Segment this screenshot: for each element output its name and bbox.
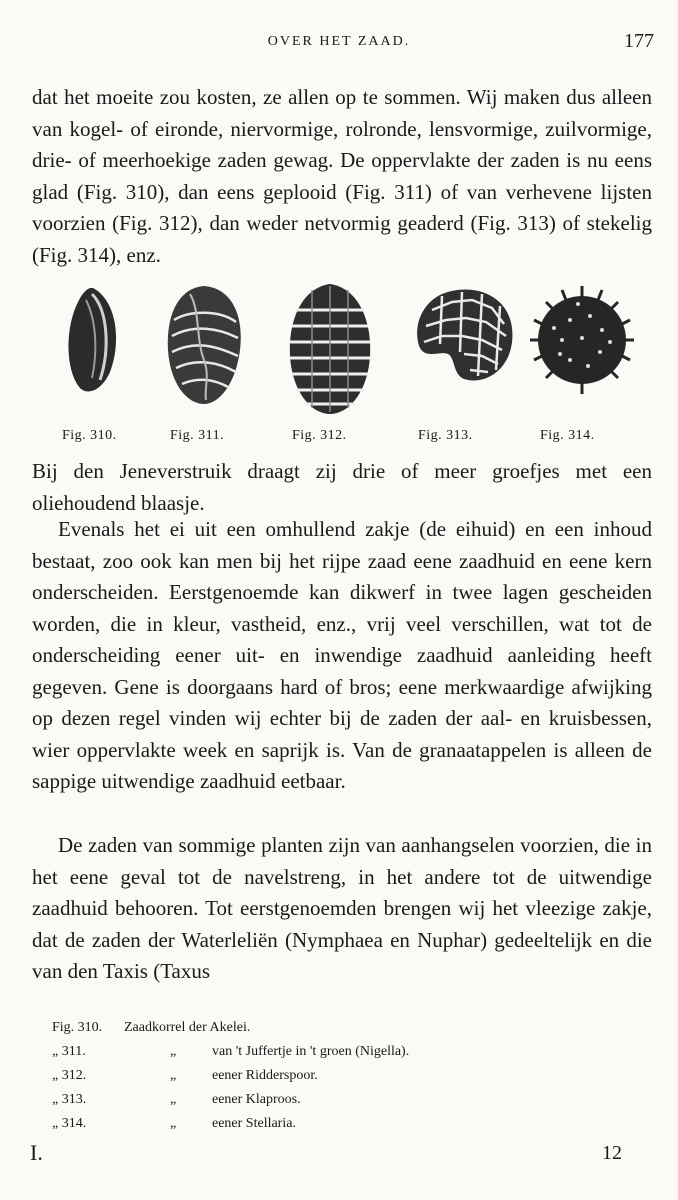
spiny-seed-illustration [530,280,634,400]
caption-row [52,1116,612,1140]
caption-text: eener Stellaria. [212,1116,296,1131]
plicate-seed-illustration [160,280,248,410]
caption-ditto: „ [170,1116,177,1131]
smooth-seed-illustration [58,280,128,400]
page-number: 177 [624,30,654,52]
caption-text: eener Ridderspoor. [212,1068,318,1083]
caption-text: eener Klaproos. [212,1092,301,1107]
figure-310 [58,280,128,400]
fig-label-312: Fig. 312. [292,428,347,443]
caption-number: „ 313. [52,1092,87,1107]
caption-row [52,1068,612,1092]
running-head: OVER HET ZAAD. [267,34,411,49]
page-header [0,30,678,60]
signature-mark: I. [30,1140,43,1165]
caption-ditto: „ [170,1092,177,1107]
figure-311 [160,280,248,410]
fig-label-314: Fig. 314. [540,428,595,443]
paragraph-juniper: Bij den Jeneverstruik draagt zij drie of meer groefjes met een oliehoudend blaasje. [32,459,652,515]
caption-text: van 't Juffertje in 't groen (Nigella). [212,1044,410,1059]
caption-text: Zaadkorrel der Akelei. [124,1020,251,1035]
caption-row [52,1044,612,1068]
fig-label-313: Fig. 313. [418,428,473,443]
caption-row [52,1020,612,1044]
caption-number: „ 311. [52,1044,86,1059]
caption-ditto: „ [170,1044,177,1059]
fig-label-311: Fig. 311. [170,428,225,443]
caption-ditto: „ [170,1068,177,1083]
figure-captions [52,1020,612,1140]
caption-number: „ 312. [52,1068,87,1083]
sheet-number: 12 [602,1142,622,1164]
reticulate-seed-illustration [412,280,516,390]
paragraph-seed-coat: Evenals het ei uit een omhullend zakje (de eihuid) en een inhoud bestaat, zoo ook kan men bij het rijpe zaad eene zaadhuid en eene kern onderscheiden. Eerstgenoemde kan dikwerf in twee lagen gescheiden worden, die in kleur, vastheid, enz., vrij veel verschillen, wat tot de onderscheiding eener uit- en inwendige zaadhuid aanleiding heeft gegeven. Gene is doorgaans hard of bros; eene merkwaardige afwijking op dezen regel vinden wij echter bij de zaden der aal- en kruisbessen, wier oppervlakte week en saprijk is. Van de granaatappelen is alleen de sappige uitwendige zaadhuid eetbaar. [32,517,652,793]
figure-312 [282,280,378,420]
caption-row [52,1092,612,1116]
figure-313 [412,280,516,390]
figure-314 [530,280,634,400]
caption-number: Fig. 310. [52,1020,103,1035]
ridged-seed-illustration [282,280,378,420]
paragraph-seed-surfaces: dat het moeite zou kosten, ze allen op te sommen. Wij maken dus alleen van kogel- of eironde, niervormige, rolronde, lensvormige, zuilvormige, drie- of meerhoekige zaden gewag. De oppervlakte der zaden is nu eens glad (Fig. 310), dan eens geplooid (Fig. 311) of van verhevene lijsten voorzien (Fig. 312), dan weder netvormig geaderd (Fig. 313) of stekelig (Fig. 314), enz. [32,85,652,267]
fig-label-310: Fig. 310. [62,428,117,443]
paragraph-appendages: De zaden van sommige planten zijn van aanhangselen voorzien, die in het eene geval tot de navelstreng, in het andere tot de uitwendige zaadhuid behooren. Tot eerstgenoemden brengen wij het vleezige zakje, dat de zaden der Waterleliën (Nymphaea en Nuphar) gedeeltelijk en die van den Taxis (Taxus [32,833,652,983]
figure-row [0,280,678,455]
caption-number: „ 314. [52,1116,87,1131]
